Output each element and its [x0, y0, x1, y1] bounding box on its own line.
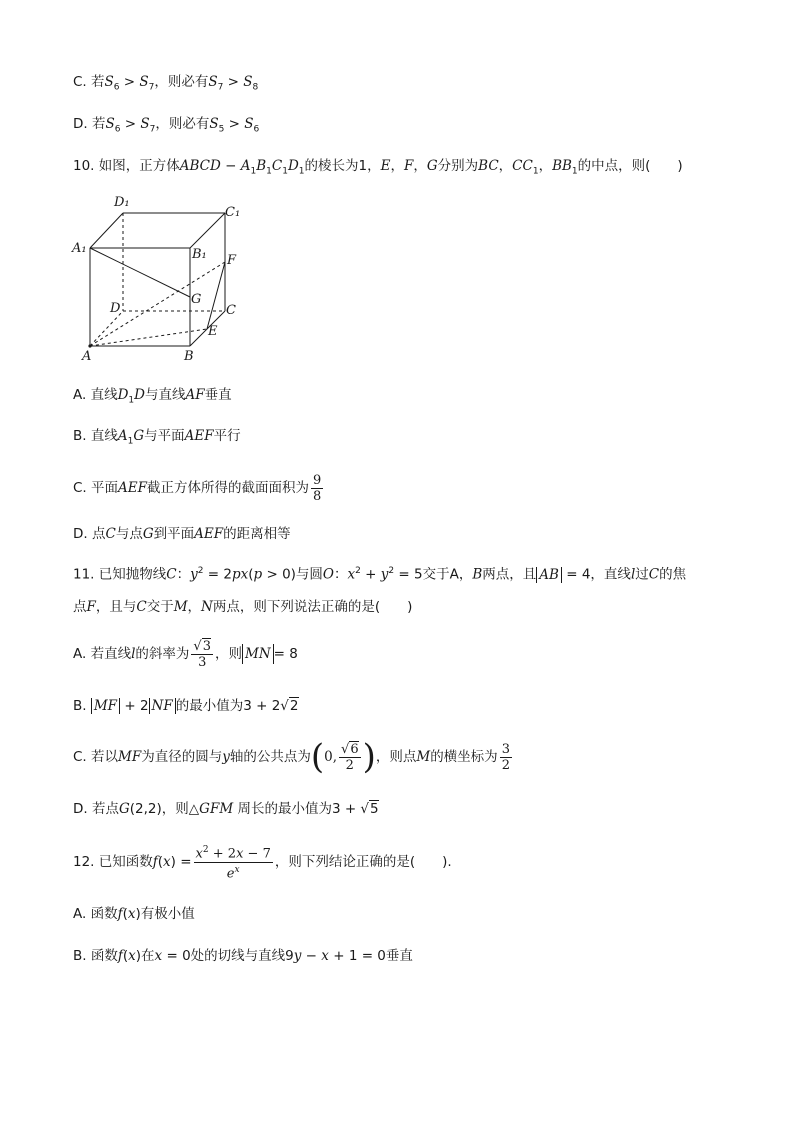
label-a: A: [82, 349, 92, 364]
q10-option-d: D. 点C与点G到平面AEF的距离相等: [73, 526, 291, 542]
q11-stem-line2: 点F，且与C交于M，N两点，则下列说法正确的是( ): [73, 599, 413, 615]
label-b: B: [184, 349, 194, 364]
edge-ad-hidden: [90, 311, 123, 346]
q10-option-b: B. 直线$A_1G$与平面AEF平行: [73, 428, 241, 447]
q12-stem: 12. 已知函数 f ( x ) = $\frac{x^2 + 2x - 7}{e^x}$ ，则下列结论正确的是( ).: [73, 845, 452, 881]
q12-option-b: B. 函数f(x)在x = 0处的切线与直线9y − x + 1 = 0垂直: [73, 948, 413, 964]
label-d1: D₁: [114, 195, 130, 210]
cube-figure: [68, 188, 258, 368]
fraction-function: $\frac{x^2 + 2x - 7}{e^x}$: [195, 845, 271, 881]
label-b1: B₁: [192, 247, 207, 262]
q9-option-c: C. 若$S_6 > S_7$，则必有$S_7 > S_8$: [73, 74, 259, 93]
point-a: [88, 344, 91, 347]
q10-stem: 10. 如图，正方体ABCD − $A_1B_1C_1D_1$的棱长为1，E，F，G分别为BC，$CC_1$，$BB_1$的中点，则( ): [73, 158, 683, 177]
label-e: E: [208, 324, 218, 339]
q11-stem-line1: 11. 已知抛物线C：$y^2 = 2px(p > 0)$与圆O：$x^2 + y^2 = 5$交于A，B两点，且 AB = 4，直线l过C的焦: [73, 566, 687, 583]
fraction-sqrt3-3: $\frac{√3}{3}$: [193, 638, 211, 670]
label-c: C: [226, 303, 236, 318]
fraction-9-8: $\frac{9}{8}$: [313, 472, 322, 504]
label-c1: C₁: [225, 205, 241, 220]
label-a1: A₁: [72, 241, 87, 256]
q11-option-a: A. 若直线 l 的斜率为 $\frac{√3}{3}$ ，则 MN = 8: [73, 638, 298, 670]
label-f: F: [227, 253, 237, 268]
q10-option-c: C. 平面 AEF 截正方体所得的截面面积为 $\frac{9}{8}$: [73, 472, 322, 504]
q11-option-d: D. 若点G(2,2)，则△GFM 周长的最小值为3 + √5: [73, 801, 379, 817]
q11-option-c: C. 若以 MF 为直径的圆与 y 轴的公共点为 ( 0, $\frac{√6}{2}$ ) ，则点 M 的横坐标为 $\frac{3}{2}$: [73, 737, 510, 777]
fraction-3-2: $\frac{3}{2}$: [501, 741, 510, 773]
fraction-sqrt6-2: $\frac{√6}{2}$: [341, 741, 359, 773]
segment-ae-hidden: [90, 329, 207, 346]
q12-option-a: A. 函数f(x)有极小值: [73, 906, 195, 922]
q11-option-b: B. MF + 2 NF 的最小值为3 + 2√2: [73, 698, 299, 714]
edge-b1c1: [190, 213, 225, 248]
q10-option-a: A. 直线$D_1D$与直线AF垂直: [73, 387, 232, 406]
edge-a1d1: [90, 213, 123, 248]
label-g: G: [191, 292, 202, 307]
segment-a1g: [90, 248, 190, 297]
q9-option-d: D. 若$S_6 > S_7$，则必有$S_5 > S_6$: [73, 116, 260, 135]
label-d: D: [110, 301, 121, 316]
